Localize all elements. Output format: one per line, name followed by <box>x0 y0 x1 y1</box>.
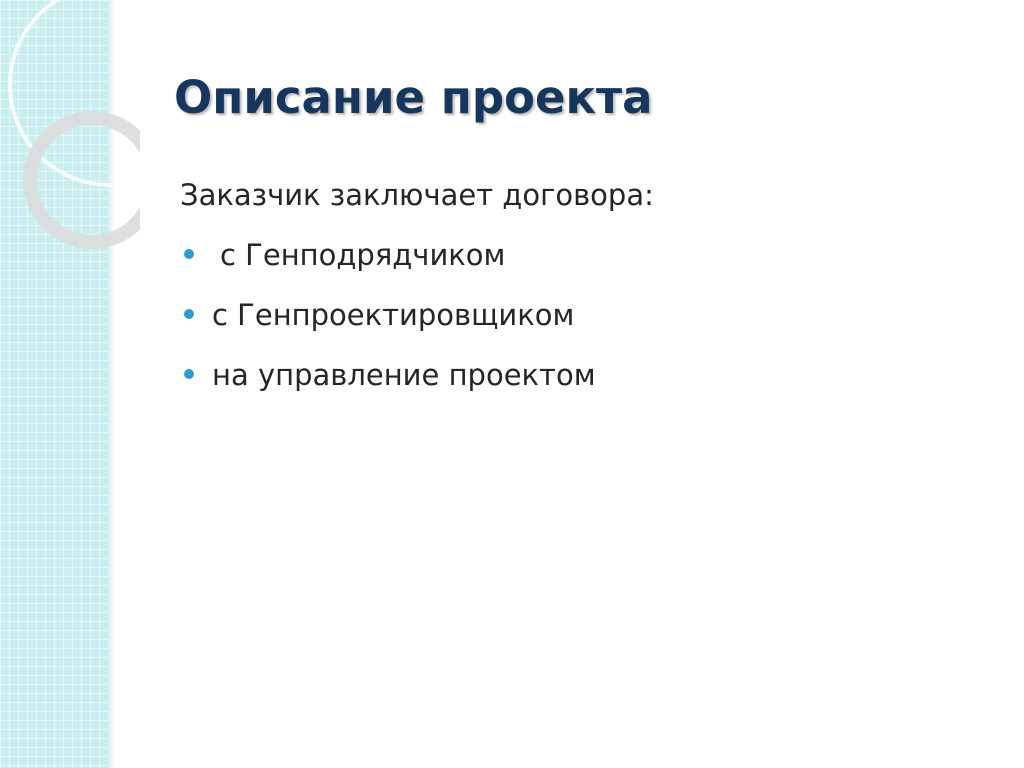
slide-body <box>180 170 980 410</box>
bullet-text: с Генпроектировщиком <box>212 298 575 332</box>
bullet-item <box>180 230 980 290</box>
bullet-text: на управление проектом <box>212 358 596 392</box>
bullet-dot-icon <box>184 309 194 319</box>
bullet-dot-icon <box>184 369 194 379</box>
intro-line: Заказчик заключает договора: <box>180 178 654 212</box>
bullet-text: с Генподрядчиком <box>220 238 506 272</box>
bullet-item <box>180 350 980 410</box>
decorative-rings <box>0 0 140 260</box>
slide-title: Описание проекта <box>174 71 653 124</box>
bullet-item <box>180 290 980 350</box>
bullet-dot-icon <box>184 249 194 259</box>
bullet-list <box>180 230 980 410</box>
